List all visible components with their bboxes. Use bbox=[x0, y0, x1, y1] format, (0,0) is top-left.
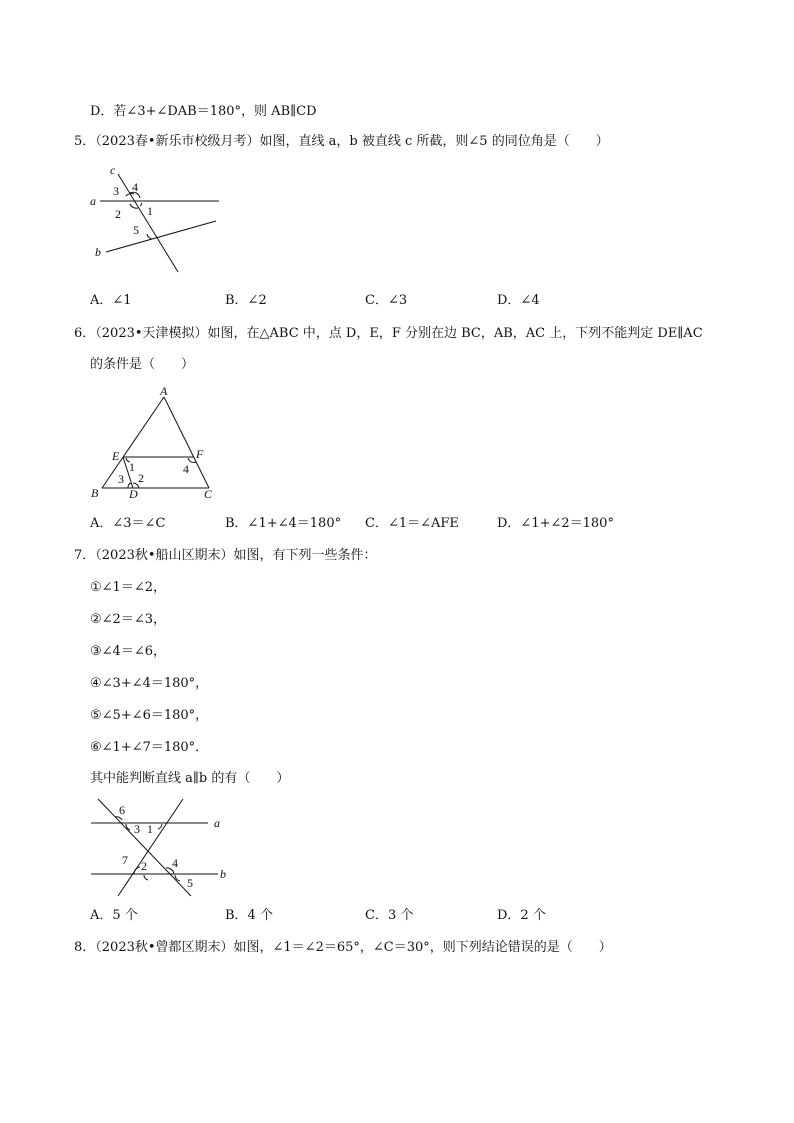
q7-condition-1: ①∠1＝∠2， bbox=[90, 580, 166, 595]
q6-option-d: D．∠1+∠2＝180° bbox=[497, 516, 614, 531]
q7-label-3: 3 bbox=[134, 822, 140, 836]
q6-side-ab bbox=[102, 397, 164, 488]
q5-label-2: 2 bbox=[115, 207, 121, 221]
q5-figure bbox=[86, 160, 226, 278]
q5-option-d: D．∠4 bbox=[497, 293, 540, 308]
q6-option-b: B．∠1+∠4＝180° bbox=[225, 516, 342, 531]
q7-label-7: 7 bbox=[122, 853, 128, 867]
q5-line-b bbox=[106, 221, 216, 252]
q5-line-c bbox=[118, 174, 178, 272]
q6-label-B: B bbox=[91, 486, 99, 500]
q5-arc-5 bbox=[147, 234, 152, 239]
q7-transversal-2 bbox=[118, 799, 183, 896]
q5-label-3: 3 bbox=[113, 184, 119, 198]
q7-condition-3: ③∠4＝∠6， bbox=[90, 644, 166, 659]
q5-label-4: 4 bbox=[132, 180, 138, 194]
q7-stem: 7．（2023秋•船山区期末）如图，有下列一些条件： bbox=[74, 548, 377, 563]
q7-option-d: D．2 个 bbox=[497, 908, 546, 923]
q6-option-a: A．∠3＝∠C bbox=[90, 516, 166, 531]
q8-stem: 8．（2023秋•曾都区期末）如图，∠1＝∠2＝65°，∠C＝30°，则下列结论错误的是（ ） bbox=[74, 940, 612, 955]
q7-transversal-1 bbox=[98, 799, 191, 896]
q7-condition-6: ⑥∠1+∠7＝180°． bbox=[90, 740, 209, 755]
q7-condition-4: ④∠3+∠4＝180°， bbox=[90, 676, 209, 691]
q7-figure bbox=[86, 796, 236, 900]
q7-label-4: 4 bbox=[172, 856, 178, 870]
q5-label-b: b bbox=[95, 245, 101, 259]
q6-label-1: 1 bbox=[129, 460, 135, 474]
q6-label-F: F bbox=[196, 447, 204, 461]
q6-label-C: C bbox=[204, 487, 213, 501]
q6-label-A: A bbox=[160, 384, 168, 398]
q6-stem-line1: 6．（2023•天津模拟）如图，在△ABC 中，点 D，E，F 分别在边 BC，AB，AC 上，下列不能判定 DE∥AC bbox=[74, 326, 703, 341]
q7-arc-1 bbox=[158, 824, 162, 829]
q5-option-c: C．∠3 bbox=[365, 293, 408, 308]
q7-label-a: a bbox=[214, 816, 220, 830]
q6-label-E: E bbox=[112, 449, 120, 463]
q7-option-b: B．4 个 bbox=[225, 908, 273, 923]
q7-label-6: 6 bbox=[119, 803, 125, 817]
q7-label-2: 2 bbox=[141, 859, 147, 873]
q7-arc-7 bbox=[134, 867, 140, 874]
q7-label-1: 1 bbox=[147, 822, 153, 836]
q6-label-3: 3 bbox=[118, 472, 124, 486]
q5-arc-1 bbox=[140, 203, 142, 206]
q7-arc-2 bbox=[144, 875, 148, 880]
q5-option-a: A．∠1 bbox=[90, 293, 132, 308]
q7-condition-5: ⑤∠5+∠6＝180°， bbox=[90, 708, 209, 723]
q6-figure bbox=[86, 384, 226, 504]
q7-label-b: b bbox=[220, 867, 226, 881]
q6-option-c: C．∠1＝∠AFE bbox=[365, 516, 459, 531]
q5-option-b: B．∠2 bbox=[225, 293, 267, 308]
q6-stem-line2: 的条件是（ ） bbox=[90, 357, 195, 372]
q7-condition-2: ②∠2＝∠3， bbox=[90, 612, 166, 627]
q6-label-2: 2 bbox=[138, 471, 144, 485]
q7-option-a: A．5 个 bbox=[90, 908, 138, 923]
q5-label-c: c bbox=[110, 163, 116, 177]
q5-stem: 5．（2023春•新乐市校级月考）如图，直线 a，b 被直线 c 所截，则∠5 的同位角是（ ） bbox=[74, 134, 609, 149]
q6-label-4: 4 bbox=[183, 462, 189, 476]
q7-option-c: C．3 个 bbox=[365, 908, 414, 923]
q5-label-1: 1 bbox=[147, 204, 153, 218]
q7-label-5: 5 bbox=[187, 876, 193, 890]
q4-option-d: D．若∠3+∠DAB＝180°，则 AB∥CD bbox=[90, 104, 317, 119]
q6-label-D: D bbox=[129, 487, 138, 501]
q5-label-a: a bbox=[90, 194, 96, 208]
q7-question: 其中能判断直线 a∥b 的有（ ） bbox=[90, 771, 290, 786]
q5-label-5: 5 bbox=[133, 223, 139, 237]
